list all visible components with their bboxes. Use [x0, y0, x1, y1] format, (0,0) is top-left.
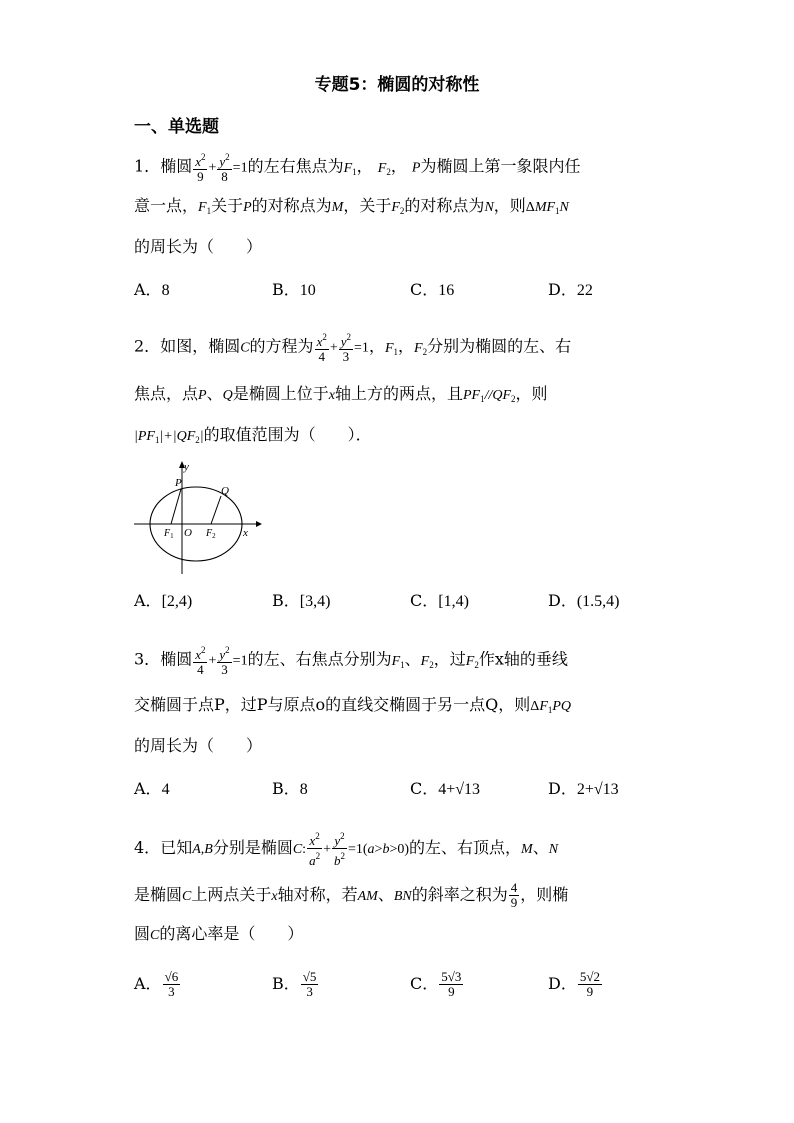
q3-number: 3． [134, 649, 161, 669]
q3-option-c[interactable]: C．4+√13 [410, 779, 481, 798]
q4-option-a[interactable]: A． $\frac{√6}{3}$ [134, 969, 179, 999]
q2-option-a[interactable]: A．[2,4) [134, 591, 193, 610]
q2-option-c[interactable]: C．[1,4) [410, 591, 469, 610]
page-title: 专题5：椭圆的对称性 [314, 75, 480, 95]
x-axis-arrow [256, 521, 262, 527]
q4-option-c[interactable]: C． $\frac{5√3}{9}$ [410, 969, 462, 999]
segment-pf1 [171, 489, 181, 524]
q1-option-c[interactable]: C．16 [410, 280, 455, 299]
q2-option-d[interactable]: D．(1.5,4) [548, 591, 620, 610]
q3-line-2: 交椭圆于点P，过P与原点o的直线交椭圆于另一点Q，则$\Delta F_1PQ$ [134, 695, 572, 715]
q3-option-a[interactable]: A．4 [134, 779, 170, 798]
label-q: Q [221, 485, 229, 497]
q1-number: 1． [134, 156, 161, 176]
q3-line-1: 3．椭圆 $\frac{x^2}{4}$ + $\frac{y^2}{3}$ =1的左、右焦点分别为$F_1$、$F_2$，过$F_2$作x轴的垂线 [134, 645, 568, 677]
q1-line-1: 1．椭圆 $\frac{x^2}{9}$ + $\frac{y^2}{8}$ =1的左右焦点为$F_1$， $F_2$， P为椭圆上第一象限内任 [134, 152, 581, 184]
q2-line-1: 2．如图，椭圆C的方程为 $\frac{x^2}{4}$ + $\frac{y^2}{3}$ =1，$F_1$，$F_2$分别为椭圆的左、右 [134, 332, 572, 364]
q2-line-3: $|PF_1|+|QF_2|$的取值范围为（ ）． [134, 425, 372, 445]
q4-option-b[interactable]: B． $\frac{√5}{3}$ [272, 969, 317, 999]
q4-line-3: 圆C的离心率是（ ） [134, 924, 304, 943]
segment-qf2 [211, 496, 221, 524]
q3-option-b[interactable]: B．8 [272, 779, 308, 798]
q2-line-2: 焦点，点P、Q是椭圆上位于x轴上方的两点，且$PF_1//QF_2$，则 [134, 384, 548, 404]
q4-line-1: 4．已知A,B分别是椭圆C: $\frac{x^2}{a^2}$ + $\frac{y^2}{b^2}$ =1(a>b>0)的左、右顶点，M、N [134, 831, 559, 868]
q2-option-b[interactable]: B．[3,4) [272, 591, 331, 610]
q3-line-3: 的周长为（ ） [134, 736, 263, 755]
q1-option-b[interactable]: B．10 [272, 280, 316, 299]
label-f2: $F_2$ [206, 528, 216, 540]
label-f1: $F_1$ [164, 528, 174, 540]
q1-line-3: 的周长为（ ） [134, 237, 263, 256]
q1-line-2: 意一点，$F_1$关于P的对称点为M，关于$F_2$的对称点为N，则$\Delta MF_1N$ [134, 196, 569, 216]
q4-option-d[interactable]: D． $\frac{5√2}{9}$ [548, 969, 600, 999]
label-p: P [175, 477, 182, 489]
label-o: O [184, 527, 192, 539]
q3-option-d[interactable]: D．2+√13 [548, 779, 619, 798]
q1-option-a[interactable]: A．8 [134, 280, 170, 299]
label-x: x [243, 527, 248, 539]
section-heading: 一、单选题 [134, 117, 219, 137]
q4-number: 4． [134, 838, 161, 857]
q1-option-d[interactable]: D．22 [548, 280, 593, 299]
q2-number: 2． [134, 336, 161, 356]
label-y: y [184, 461, 189, 473]
q4-line-2: 是椭圆C上两点关于x轴对称，若AM、BN的斜率之积为 $\frac{4}{9}$ ，则椭 [134, 880, 569, 910]
ellipse-figure [134, 458, 264, 576]
